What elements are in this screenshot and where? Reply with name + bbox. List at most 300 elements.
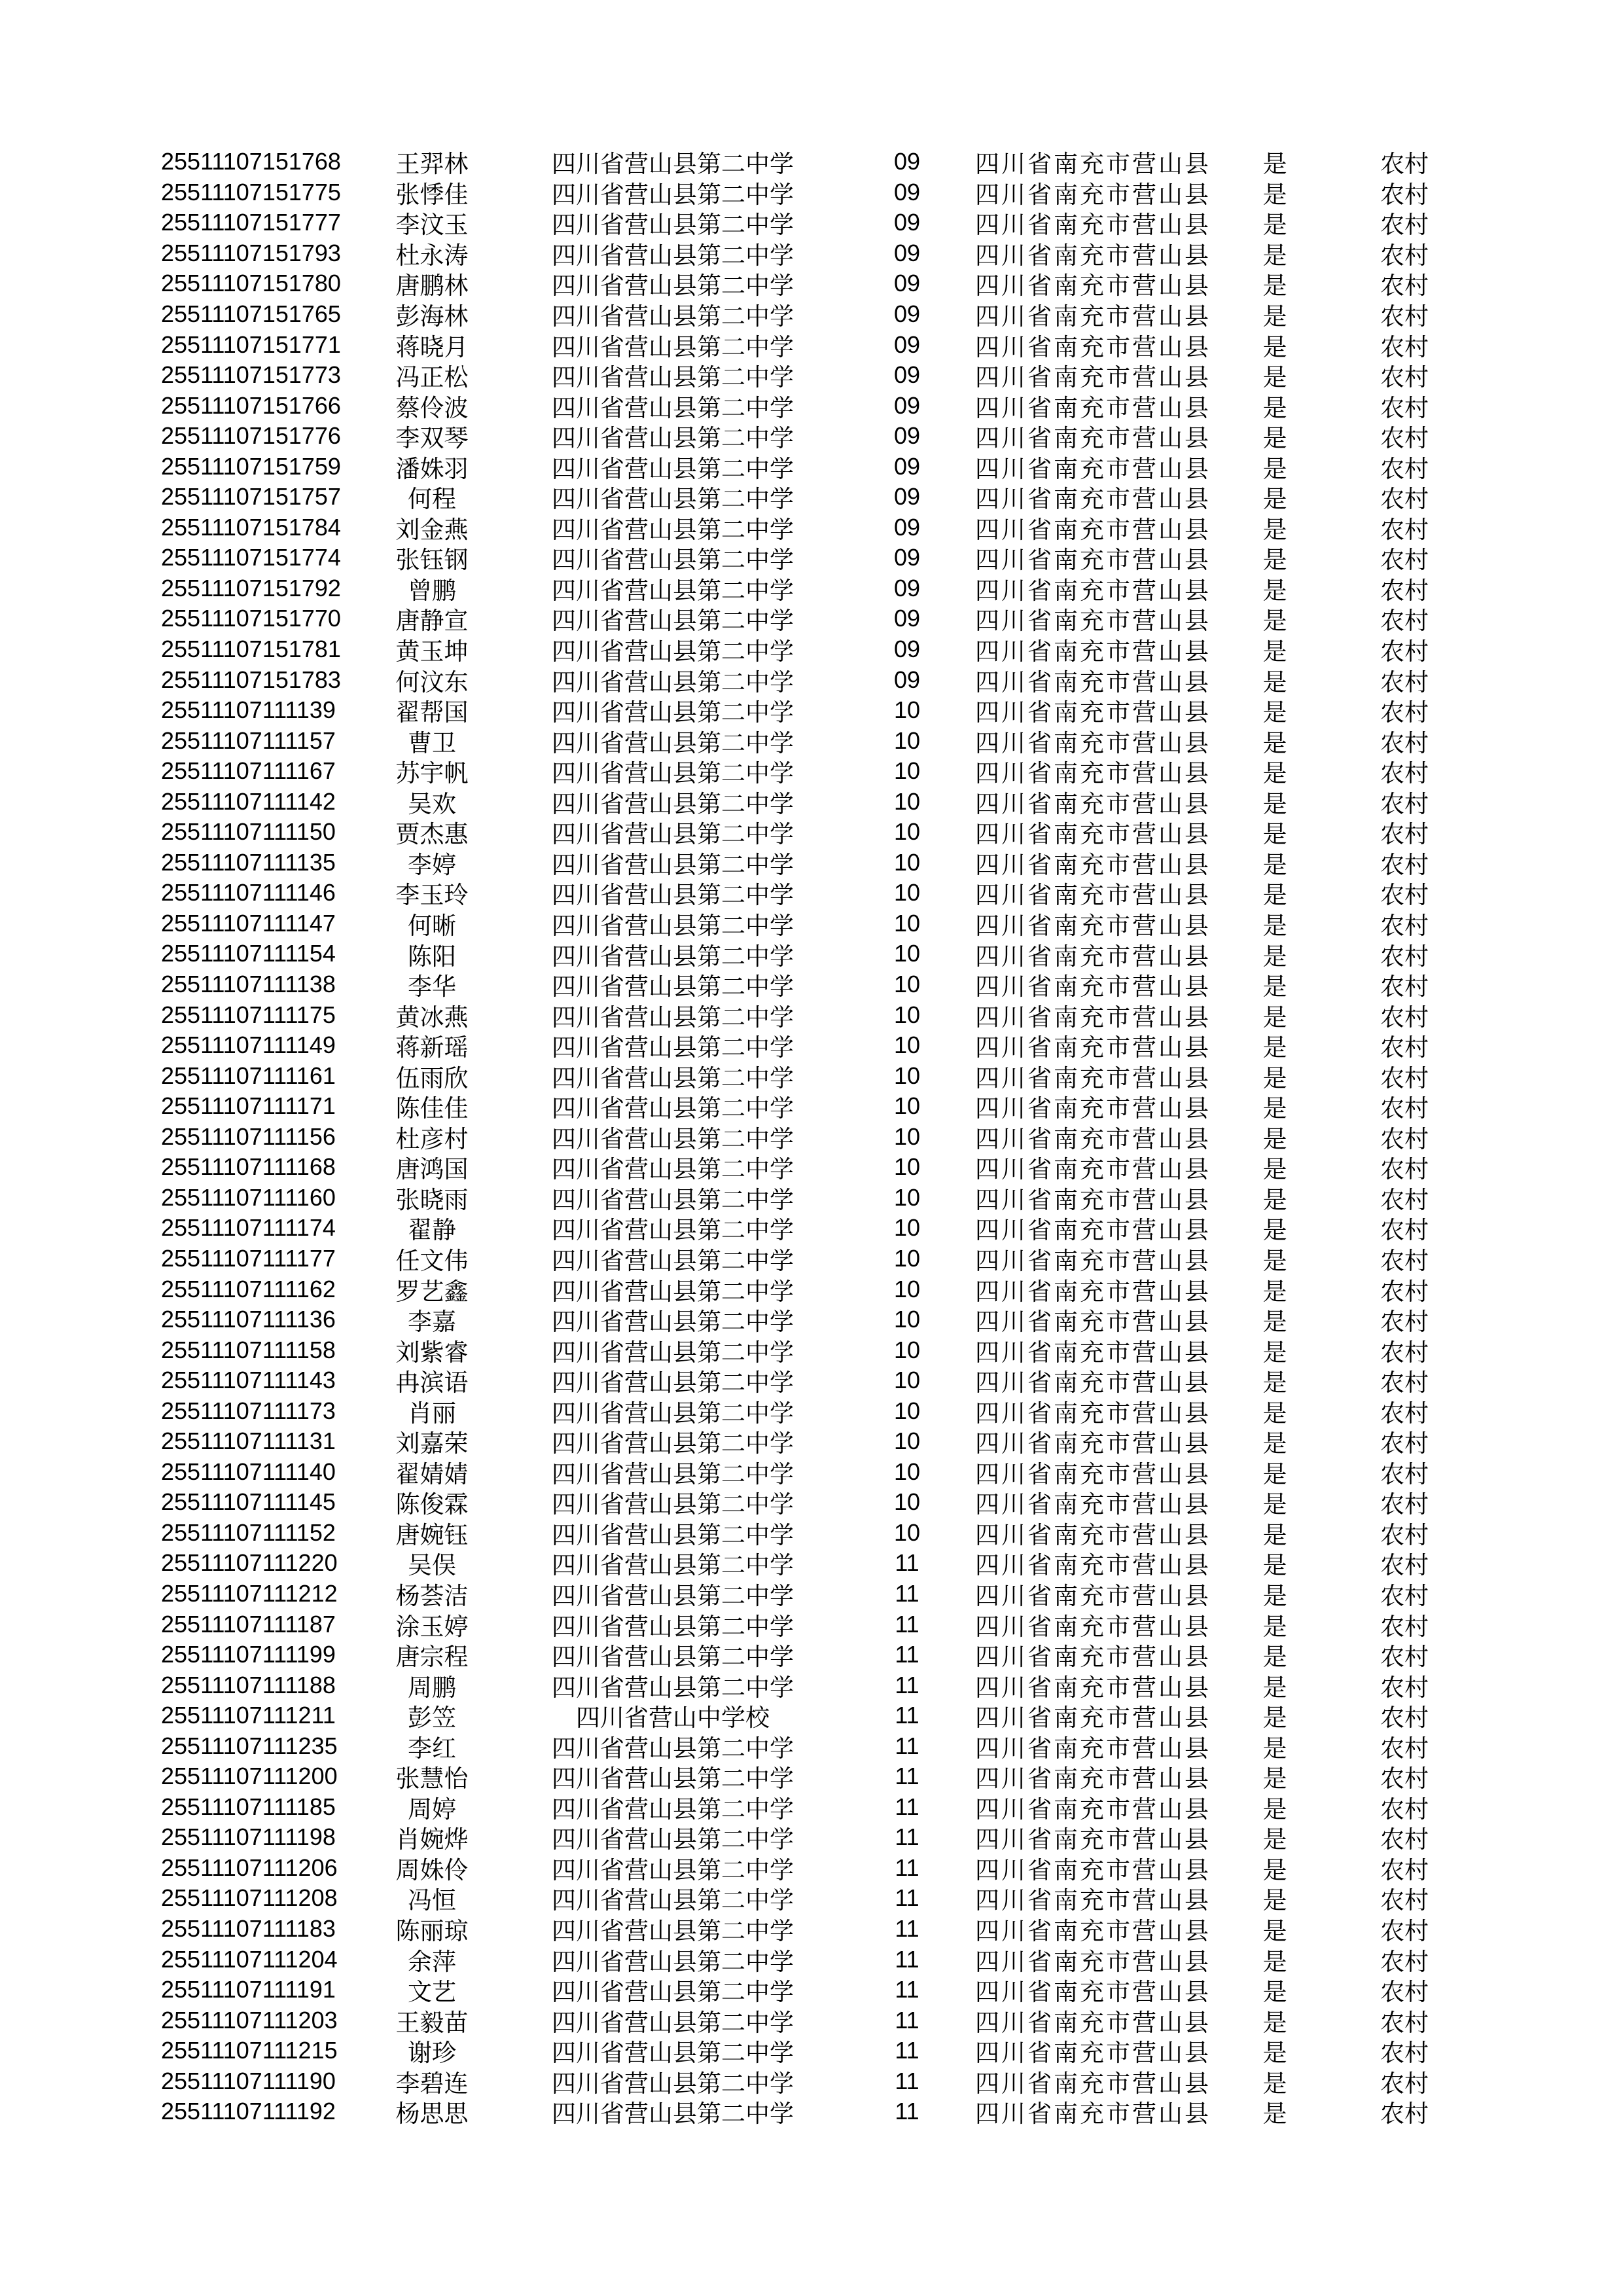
cell-residence-type: 农村 xyxy=(1380,1492,1429,1519)
cell-region: 四川省南充市营山县 xyxy=(975,669,1211,696)
cell-region: 四川省南充市营山县 xyxy=(975,1827,1211,1854)
cell-yes-flag: 是 xyxy=(1262,1370,1287,1397)
table-row xyxy=(0,1944,1437,1975)
cell-yes-flag: 是 xyxy=(1262,1004,1287,1031)
cell-residence-type: 农村 xyxy=(1380,242,1429,270)
cell-school-name: 四川省营山县第二中学 xyxy=(552,1979,794,2007)
cell-student-name: 刘嘉荣 xyxy=(395,1431,469,1458)
cell-exam-id: 25511107111220 xyxy=(161,1549,338,1577)
cell-region: 四川省南充市营山县 xyxy=(975,1613,1211,1641)
cell-grade-code: 10 xyxy=(893,909,921,937)
cell-region: 四川省南充市营山县 xyxy=(975,1644,1211,1672)
cell-school-name: 四川省营山县第二中学 xyxy=(552,1522,794,1549)
cell-student-name: 翟帮国 xyxy=(395,700,469,727)
cell-exam-id: 25511107151774 xyxy=(161,544,341,571)
cell-exam-id: 25511107111139 xyxy=(161,696,336,724)
cell-residence-type: 农村 xyxy=(1380,334,1429,361)
cell-student-name: 杨思思 xyxy=(395,2101,469,2128)
cell-yes-flag: 是 xyxy=(1262,882,1287,910)
table-row xyxy=(0,1304,1437,1335)
cell-student-name: 李双琴 xyxy=(395,425,469,453)
cell-school-name: 四川省营山县第二中学 xyxy=(552,1766,794,1793)
cell-region: 四川省南充市营山县 xyxy=(975,242,1211,270)
cell-yes-flag: 是 xyxy=(1262,395,1287,422)
cell-region: 四川省南充市营山县 xyxy=(975,1857,1211,1884)
cell-exam-id: 25511107111200 xyxy=(161,1763,338,1790)
cell-yes-flag: 是 xyxy=(1262,1217,1287,1245)
cell-grade-code: 10 xyxy=(893,1153,921,1181)
cell-grade-code: 09 xyxy=(893,666,921,693)
cell-exam-id: 25511107111215 xyxy=(161,2037,338,2064)
cell-exam-id: 25511107111171 xyxy=(161,1092,336,1120)
cell-yes-flag: 是 xyxy=(1262,1674,1287,1702)
cell-school-name: 四川省营山县第二中学 xyxy=(552,425,794,453)
cell-yes-flag: 是 xyxy=(1262,577,1287,605)
table-row xyxy=(0,1365,1437,1396)
cell-grade-code: 10 xyxy=(893,787,921,815)
table-row xyxy=(0,1914,1437,1945)
cell-school-name: 四川省营山县第二中学 xyxy=(552,1583,794,1610)
table-row xyxy=(0,878,1437,908)
cell-grade-code: 09 xyxy=(893,483,921,511)
table-row xyxy=(0,817,1437,848)
cell-yes-flag: 是 xyxy=(1262,425,1287,453)
cell-school-name: 四川省营山县第二中学 xyxy=(552,974,794,1001)
cell-yes-flag: 是 xyxy=(1262,334,1287,361)
cell-yes-flag: 是 xyxy=(1262,1857,1287,1884)
cell-school-name: 四川省营山县第二中学 xyxy=(552,1674,794,1702)
table-row xyxy=(0,1853,1437,1884)
cell-yes-flag: 是 xyxy=(1262,912,1287,940)
table-row xyxy=(0,2066,1437,2096)
cell-school-name: 四川省营山县第二中学 xyxy=(552,943,794,971)
cell-region: 四川省南充市营山县 xyxy=(975,1278,1211,1306)
cell-student-name: 翟静 xyxy=(408,1217,456,1245)
cell-student-name: 周婷 xyxy=(408,1796,456,1823)
cell-region: 四川省南充市营山县 xyxy=(975,212,1211,240)
cell-yes-flag: 是 xyxy=(1262,791,1287,818)
cell-school-name: 四川省营山县第二中学 xyxy=(552,608,794,636)
cell-yes-flag: 是 xyxy=(1262,608,1287,636)
cell-student-name: 彭笠 xyxy=(408,1705,456,1732)
cell-exam-id: 25511107111187 xyxy=(161,1610,336,1638)
cell-grade-code: 11 xyxy=(895,1702,919,1729)
cell-student-name: 黄玉坤 xyxy=(395,639,469,666)
cell-grade-code: 10 xyxy=(893,879,921,906)
cell-yes-flag: 是 xyxy=(1262,1278,1287,1306)
cell-yes-flag: 是 xyxy=(1262,730,1287,757)
cell-exam-id: 25511107111135 xyxy=(161,848,336,876)
cell-yes-flag: 是 xyxy=(1262,304,1287,331)
cell-student-name: 何程 xyxy=(408,486,456,514)
table-row xyxy=(0,1518,1437,1549)
cell-grade-code: 09 xyxy=(893,636,921,663)
cell-residence-type: 农村 xyxy=(1380,1217,1429,1245)
cell-residence-type: 农村 xyxy=(1380,2070,1429,2098)
table-row xyxy=(0,512,1437,543)
table-row xyxy=(0,421,1437,452)
cell-student-name: 李华 xyxy=(408,974,456,1001)
cell-exam-id: 25511107111160 xyxy=(161,1183,336,1211)
table-row xyxy=(0,725,1437,756)
cell-residence-type: 农村 xyxy=(1380,212,1429,240)
cell-yes-flag: 是 xyxy=(1262,669,1287,696)
cell-school-name: 四川省营山县第二中学 xyxy=(552,547,794,575)
cell-yes-flag: 是 xyxy=(1262,1431,1287,1458)
cell-yes-flag: 是 xyxy=(1262,1613,1287,1641)
cell-residence-type: 农村 xyxy=(1380,1705,1429,1732)
cell-residence-type: 农村 xyxy=(1380,304,1429,331)
cell-yes-flag: 是 xyxy=(1262,242,1287,270)
cell-exam-id: 25511107111154 xyxy=(161,940,336,967)
cell-region: 四川省南充市营山县 xyxy=(975,273,1211,300)
cell-school-name: 四川省营山县第二中学 xyxy=(552,1857,794,1884)
cell-residence-type: 农村 xyxy=(1380,1400,1429,1427)
cell-student-name: 周鹏 xyxy=(408,1674,456,1702)
cell-region: 四川省南充市营山县 xyxy=(975,2101,1211,2128)
cell-residence-type: 农村 xyxy=(1380,761,1429,788)
cell-residence-type: 农村 xyxy=(1380,821,1429,849)
cell-region: 四川省南充市营山县 xyxy=(975,516,1211,544)
cell-residence-type: 农村 xyxy=(1380,425,1429,453)
cell-region: 四川省南充市营山县 xyxy=(975,1370,1211,1397)
cell-exam-id: 25511107151759 xyxy=(161,452,341,480)
cell-student-name: 陈佳佳 xyxy=(395,1096,469,1123)
cell-residence-type: 农村 xyxy=(1380,700,1429,727)
table-row xyxy=(0,786,1437,817)
cell-region: 四川省南充市营山县 xyxy=(975,821,1211,849)
cell-exam-id: 25511107151775 xyxy=(161,178,341,206)
cell-school-name: 四川省营山县第二中学 xyxy=(552,912,794,940)
cell-exam-id: 25511107111191 xyxy=(161,1976,336,2003)
cell-residence-type: 农村 xyxy=(1380,882,1429,910)
cell-residence-type: 农村 xyxy=(1380,1948,1429,1976)
table-row xyxy=(0,756,1437,787)
table-row xyxy=(0,908,1437,939)
cell-exam-id: 25511107111158 xyxy=(161,1336,336,1363)
cell-grade-code: 10 xyxy=(893,1397,921,1424)
cell-school-name: 四川省营山县第二中学 xyxy=(552,1918,794,1945)
student-table-body xyxy=(0,147,1437,2127)
cell-exam-id: 25511107111146 xyxy=(161,879,336,906)
cell-school-name: 四川省营山县第二中学 xyxy=(552,882,794,910)
cell-region: 四川省南充市营山县 xyxy=(975,912,1211,940)
cell-yes-flag: 是 xyxy=(1262,1461,1287,1488)
cell-residence-type: 农村 xyxy=(1380,1461,1429,1488)
cell-yes-flag: 是 xyxy=(1262,1552,1287,1580)
cell-region: 四川省南充市营山县 xyxy=(975,700,1211,727)
table-row xyxy=(0,1670,1437,1700)
cell-region: 四川省南充市营山县 xyxy=(975,852,1211,879)
cell-exam-id: 25511107111185 xyxy=(161,1793,336,1820)
cell-exam-id: 25511107111145 xyxy=(161,1488,336,1516)
table-row xyxy=(0,1091,1437,1122)
cell-yes-flag: 是 xyxy=(1262,486,1287,514)
cell-residence-type: 农村 xyxy=(1380,1888,1429,1915)
cell-residence-type: 农村 xyxy=(1380,1370,1429,1397)
cell-student-name: 何晰 xyxy=(408,912,456,940)
cell-school-name: 四川省营山县第二中学 xyxy=(552,761,794,788)
cell-student-name: 李红 xyxy=(408,1735,456,1763)
cell-grade-code: 09 xyxy=(893,605,921,632)
cell-residence-type: 农村 xyxy=(1380,1035,1429,1062)
table-row xyxy=(0,1457,1437,1488)
cell-school-name: 四川省营山县第二中学 xyxy=(552,1247,794,1275)
cell-school-name: 四川省营山县第二中学 xyxy=(552,395,794,422)
cell-residence-type: 农村 xyxy=(1380,1065,1429,1092)
cell-residence-type: 农村 xyxy=(1380,577,1429,605)
cell-yes-flag: 是 xyxy=(1262,1735,1287,1763)
cell-exam-id: 25511107151793 xyxy=(161,239,341,266)
cell-student-name: 蒋新瑶 xyxy=(395,1035,469,1062)
cell-yes-flag: 是 xyxy=(1262,2070,1287,2098)
cell-residence-type: 农村 xyxy=(1380,516,1429,544)
cell-grade-code: 11 xyxy=(895,1945,919,1973)
table-row xyxy=(0,207,1437,238)
cell-residence-type: 农村 xyxy=(1380,1309,1429,1336)
cell-student-name: 陈丽琼 xyxy=(395,1918,469,1945)
cell-yes-flag: 是 xyxy=(1262,1126,1287,1153)
cell-exam-id: 25511107111199 xyxy=(161,1641,336,1668)
cell-grade-code: 10 xyxy=(893,818,921,846)
cell-school-name: 四川省营山县第二中学 xyxy=(552,700,794,727)
cell-school-name: 四川省营山县第二中学 xyxy=(552,1613,794,1641)
cell-student-name: 曹卫 xyxy=(408,730,456,757)
cell-yes-flag: 是 xyxy=(1262,1400,1287,1427)
cell-school-name: 四川省营山县第二中学 xyxy=(552,1096,794,1123)
cell-grade-code: 11 xyxy=(895,1641,919,1668)
cell-yes-flag: 是 xyxy=(1262,2101,1287,2128)
cell-student-name: 杜永涛 xyxy=(395,242,469,270)
table-row xyxy=(0,2005,1437,2036)
cell-residence-type: 农村 xyxy=(1380,1674,1429,1702)
cell-yes-flag: 是 xyxy=(1262,761,1287,788)
cell-student-name: 谢珍 xyxy=(408,2040,456,2068)
table-row xyxy=(0,482,1437,512)
cell-yes-flag: 是 xyxy=(1262,1309,1287,1336)
cell-region: 四川省南充市营山县 xyxy=(975,943,1211,971)
cell-residence-type: 农村 xyxy=(1380,1979,1429,2007)
cell-grade-code: 10 xyxy=(893,940,921,967)
cell-exam-id: 25511107111150 xyxy=(161,818,336,846)
cell-grade-code: 10 xyxy=(893,1336,921,1363)
cell-exam-id: 25511107111152 xyxy=(161,1518,336,1546)
cell-yes-flag: 是 xyxy=(1262,1096,1287,1123)
cell-school-name: 四川省营山县第二中学 xyxy=(552,1370,794,1397)
cell-grade-code: 09 xyxy=(893,452,921,480)
cell-yes-flag: 是 xyxy=(1262,1705,1287,1732)
cell-school-name: 四川省营山县第二中学 xyxy=(552,365,794,392)
table-row xyxy=(0,1060,1437,1091)
cell-school-name: 四川省营山县第二中学 xyxy=(552,1552,794,1580)
table-row xyxy=(0,1883,1437,1914)
cell-exam-id: 25511107111204 xyxy=(161,1945,338,1973)
cell-yes-flag: 是 xyxy=(1262,456,1287,483)
cell-grade-code: 09 xyxy=(893,270,921,297)
cell-student-name: 文艺 xyxy=(408,1979,456,2007)
table-row xyxy=(0,299,1437,330)
cell-exam-id: 25511107111198 xyxy=(161,1823,336,1851)
cell-student-name: 张钰钢 xyxy=(395,547,469,575)
cell-residence-type: 农村 xyxy=(1380,1796,1429,1823)
cell-exam-id: 25511107111131 xyxy=(161,1427,336,1455)
cell-yes-flag: 是 xyxy=(1262,943,1287,971)
cell-residence-type: 农村 xyxy=(1380,1552,1429,1580)
cell-region: 四川省南充市营山县 xyxy=(975,1157,1211,1184)
cell-school-name: 四川省营山县第二中学 xyxy=(552,852,794,879)
cell-residence-type: 农村 xyxy=(1380,852,1429,879)
cell-exam-id: 25511107151777 xyxy=(161,209,341,236)
cell-school-name: 四川省营山县第二中学 xyxy=(552,1126,794,1153)
cell-school-name: 四川省营山县第二中学 xyxy=(552,1461,794,1488)
cell-student-name: 刘金燕 xyxy=(395,516,469,544)
cell-exam-id: 25511107111203 xyxy=(161,2006,338,2034)
cell-grade-code: 09 xyxy=(893,148,921,175)
cell-yes-flag: 是 xyxy=(1262,1583,1287,1610)
cell-grade-code: 09 xyxy=(893,178,921,206)
cell-grade-code: 10 xyxy=(893,1062,921,1089)
cell-school-name: 四川省营山县第二中学 xyxy=(552,181,794,209)
cell-school-name: 四川省营山县第二中学 xyxy=(552,1004,794,1031)
cell-region: 四川省南充市营山县 xyxy=(975,1126,1211,1153)
cell-region: 四川省南充市营山县 xyxy=(975,1339,1211,1367)
cell-school-name: 四川省营山县第二中学 xyxy=(552,791,794,818)
cell-school-name: 四川省营山县第二中学 xyxy=(552,577,794,605)
cell-school-name: 四川省营山县第二中学 xyxy=(552,456,794,483)
table-row xyxy=(0,1975,1437,2005)
cell-region: 四川省南充市营山县 xyxy=(975,1096,1211,1123)
cell-grade-code: 09 xyxy=(893,300,921,327)
cell-residence-type: 农村 xyxy=(1380,1004,1429,1031)
cell-grade-code: 09 xyxy=(893,574,921,601)
cell-school-name: 四川省营山县第二中学 xyxy=(552,516,794,544)
cell-grade-code: 10 xyxy=(893,1183,921,1211)
cell-school-name: 四川省营山县第二中学 xyxy=(552,1157,794,1184)
cell-exam-id: 25511107111149 xyxy=(161,1031,336,1059)
cell-exam-id: 25511107111235 xyxy=(161,1732,338,1759)
cell-exam-id: 25511107151780 xyxy=(161,270,341,297)
cell-grade-code: 09 xyxy=(893,391,921,419)
cell-exam-id: 25511107151768 xyxy=(161,148,341,175)
cell-student-name: 李嘉 xyxy=(408,1309,456,1336)
cell-grade-code: 09 xyxy=(893,331,921,358)
cell-student-name: 唐鸿国 xyxy=(395,1157,469,1184)
cell-student-name: 唐宗程 xyxy=(395,1644,469,1672)
table-row xyxy=(0,603,1437,634)
cell-school-name: 四川省营山县第二中学 xyxy=(552,821,794,849)
cell-grade-code: 10 xyxy=(893,1244,921,1272)
table-row xyxy=(0,1731,1437,1761)
cell-residence-type: 农村 xyxy=(1380,943,1429,971)
cell-school-name: 四川省营山县第二中学 xyxy=(552,1735,794,1763)
cell-yes-flag: 是 xyxy=(1262,1339,1287,1367)
cell-residence-type: 农村 xyxy=(1380,669,1429,696)
cell-school-name: 四川省营山县第二中学 xyxy=(552,1827,794,1854)
cell-region: 四川省南充市营山县 xyxy=(975,1035,1211,1062)
cell-student-name: 吴欢 xyxy=(408,791,456,818)
cell-student-name: 余萍 xyxy=(408,1948,456,1976)
cell-grade-code: 10 xyxy=(893,1518,921,1546)
table-row xyxy=(0,1183,1437,1213)
cell-school-name: 四川省营山县第二中学 xyxy=(552,1888,794,1915)
table-row xyxy=(0,1700,1437,1731)
cell-student-name: 李碧连 xyxy=(395,2070,469,2098)
cell-exam-id: 25511107111173 xyxy=(161,1397,336,1424)
cell-grade-code: 09 xyxy=(893,361,921,389)
cell-yes-flag: 是 xyxy=(1262,1247,1287,1275)
cell-grade-code: 09 xyxy=(893,209,921,236)
table-row xyxy=(0,543,1437,573)
cell-residence-type: 农村 xyxy=(1380,1247,1429,1275)
cell-exam-id: 25511107111157 xyxy=(161,726,336,754)
cell-region: 四川省南充市营山县 xyxy=(975,547,1211,575)
cell-student-name: 曾鹏 xyxy=(408,577,456,605)
table-row xyxy=(0,1579,1437,1609)
table-row xyxy=(0,664,1437,695)
cell-grade-code: 11 xyxy=(895,1671,919,1698)
cell-student-name: 吴俣 xyxy=(408,1552,456,1580)
cell-exam-id: 25511107111190 xyxy=(161,2067,336,2094)
cell-exam-id: 25511107151792 xyxy=(161,574,341,601)
table-row xyxy=(0,390,1437,421)
cell-school-name: 四川省营山县第二中学 xyxy=(552,639,794,666)
cell-residence-type: 农村 xyxy=(1380,1827,1429,1854)
cell-school-name: 四川省营山县第二中学 xyxy=(552,212,794,240)
cell-residence-type: 农村 xyxy=(1380,791,1429,818)
cell-region: 四川省南充市营山县 xyxy=(975,1766,1211,1793)
cell-grade-code: 10 xyxy=(893,848,921,876)
cell-region: 四川省南充市营山县 xyxy=(975,1187,1211,1214)
cell-residence-type: 农村 xyxy=(1380,395,1429,422)
cell-exam-id: 25511107111183 xyxy=(161,1914,336,1942)
cell-exam-id: 25511107151783 xyxy=(161,666,341,693)
cell-student-name: 彭海林 xyxy=(395,304,469,331)
cell-yes-flag: 是 xyxy=(1262,1644,1287,1672)
cell-residence-type: 农村 xyxy=(1380,1339,1429,1367)
cell-residence-type: 农村 xyxy=(1380,2009,1429,2037)
cell-school-name: 四川省营山县第二中学 xyxy=(552,1400,794,1427)
cell-region: 四川省南充市营山县 xyxy=(975,577,1211,605)
cell-student-name: 冉滨语 xyxy=(395,1370,469,1397)
cell-grade-code: 11 xyxy=(895,1549,919,1577)
table-row xyxy=(0,1213,1437,1244)
cell-school-name: 四川省营山县第二中学 xyxy=(552,1339,794,1367)
cell-region: 四川省南充市营山县 xyxy=(975,1461,1211,1488)
cell-exam-id: 25511107111175 xyxy=(161,1001,336,1028)
cell-grade-code: 10 xyxy=(893,1122,921,1150)
cell-residence-type: 农村 xyxy=(1380,365,1429,392)
cell-school-name: 四川省营山县第二中学 xyxy=(552,2070,794,2098)
cell-residence-type: 农村 xyxy=(1380,2101,1429,2128)
cell-region: 四川省南充市营山县 xyxy=(975,761,1211,788)
cell-residence-type: 农村 xyxy=(1380,2040,1429,2068)
table-row xyxy=(0,1274,1437,1304)
cell-school-name: 四川省营山县第二中学 xyxy=(552,1217,794,1245)
cell-yes-flag: 是 xyxy=(1262,974,1287,1001)
table-row xyxy=(0,573,1437,604)
cell-grade-code: 11 xyxy=(895,2067,919,2094)
table-row xyxy=(0,2036,1437,2066)
cell-grade-code: 11 xyxy=(895,1976,919,2003)
cell-exam-id: 25511107151771 xyxy=(161,331,341,358)
cell-residence-type: 农村 xyxy=(1380,1187,1429,1214)
cell-student-name: 肖婉烨 xyxy=(395,1827,469,1854)
cell-residence-type: 农村 xyxy=(1380,1735,1429,1763)
table-row xyxy=(0,1122,1437,1153)
cell-grade-code: 10 xyxy=(893,696,921,724)
cell-grade-code: 10 xyxy=(893,1031,921,1059)
cell-region: 四川省南充市营山县 xyxy=(975,1888,1211,1915)
